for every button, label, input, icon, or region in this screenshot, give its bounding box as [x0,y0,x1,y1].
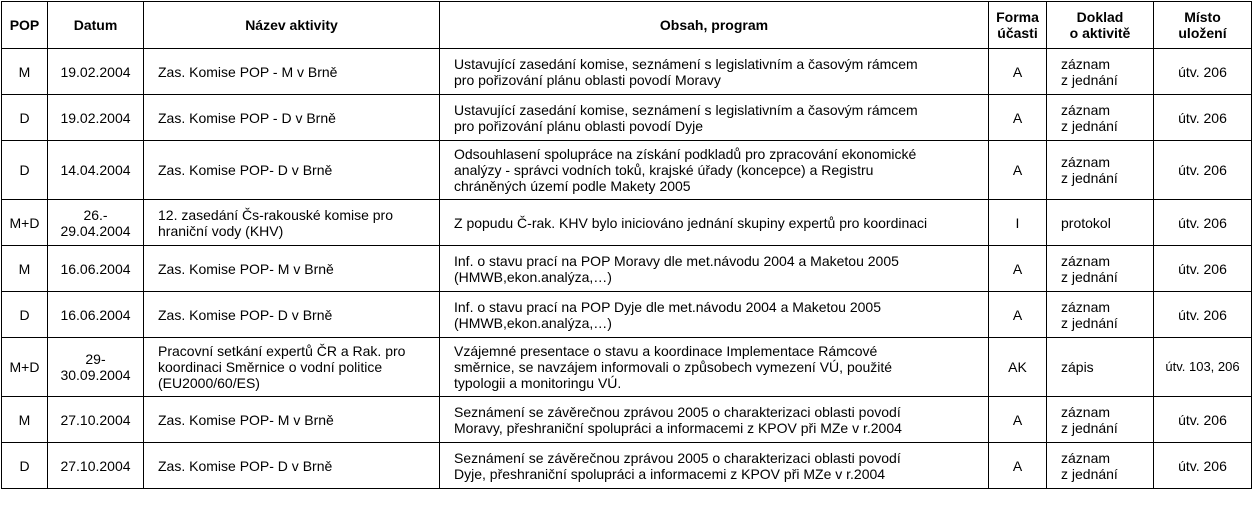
cell-obsah: Seznámení se závěrečnou zprávou 2005 o charakterizaci oblasti povodí Moravy, přeshraniční spolupráci a informacemi z KPOV při MZe v r.2004 [440,397,989,443]
cell-misto: útv. 206 [1154,443,1252,489]
cell-nazev: Zas. Komise POP- M v Brně [144,246,440,292]
cell-nazev: Zas. Komise POP - D v Brně [144,95,440,141]
cell-pop: D [2,292,48,338]
cell-nazev: 12. zasedání Čs-rakouské komise pro hraniční vody (KHV) [144,200,440,246]
cell-obsah: Inf. o stavu prací na POP Dyje dle met.návodu 2004 a Maketou 2005 (HMWB,ekon.analýza,…) [440,292,989,338]
header-datum: Datum [48,2,144,49]
cell-obsah: Vzájemné presentace o stavu a koordinace Implementace Rámcové směrnice, se navzájem informovali o způsobech vymezení VÚ, použité typologii a monitoringu VÚ. [440,338,989,397]
cell-nazev: Zas. Komise POP- D v Brně [144,443,440,489]
cell-pop: M+D [2,338,48,397]
cell-forma: A [989,292,1047,338]
cell-forma: A [989,397,1047,443]
table-row [2,49,1252,95]
cell-datum: 29- 30.09.2004 [48,338,144,397]
cell-nazev: Zas. Komise POP - M v Brně [144,49,440,95]
cell-doklad: záznam z jednání [1047,246,1154,292]
cell-misto: útv. 206 [1154,246,1252,292]
cell-forma: I [989,200,1047,246]
cell-doklad: záznam z jednání [1047,443,1154,489]
cell-datum: 26.- 29.04.2004 [48,200,144,246]
cell-datum: 27.10.2004 [48,397,144,443]
cell-nazev: Pracovní setkání expertů ČR a Rak. pro koordinaci Směrnice o vodní politice (EU2000/60/ES) [144,338,440,397]
cell-datum: 19.02.2004 [48,95,144,141]
cell-misto: útv. 206 [1154,292,1252,338]
cell-misto: útv. 206 [1154,200,1252,246]
cell-datum: 14.04.2004 [48,141,144,200]
cell-misto: útv. 103, 206 [1154,338,1252,397]
cell-forma: A [989,443,1047,489]
cell-obsah: Ustavující zasedání komise, seznámení s legislativním a časovým rámcem pro pořizování plánu oblasti povodí Moravy [440,49,989,95]
cell-pop: M [2,397,48,443]
cell-forma: A [989,246,1047,292]
cell-datum: 27.10.2004 [48,443,144,489]
cell-misto: útv. 206 [1154,95,1252,141]
cell-datum: 16.06.2004 [48,292,144,338]
table-row [2,200,1252,246]
table-row [2,397,1252,443]
cell-pop: M [2,49,48,95]
cell-nazev: Zas. Komise POP- D v Brně [144,141,440,200]
table-row [2,95,1252,141]
cell-forma: AK [989,338,1047,397]
cell-misto: útv. 206 [1154,397,1252,443]
cell-doklad: záznam z jednání [1047,95,1154,141]
table-row [2,443,1252,489]
cell-doklad: záznam z jednání [1047,397,1154,443]
cell-forma: A [989,49,1047,95]
cell-doklad: záznam z jednání [1047,49,1154,95]
cell-pop: D [2,443,48,489]
table-row [2,246,1252,292]
cell-doklad: záznam z jednání [1047,141,1154,200]
cell-misto: útv. 206 [1154,141,1252,200]
header-doklad: Doklad o aktivitě [1047,2,1154,49]
cell-obsah: Odsouhlasení spolupráce na získání podkladů pro zpracování ekonomické analýzy - správci vodních toků, krajské úřady (koncepce) a Registru chráněných území podle Makety 2005 [440,141,989,200]
table-row [2,338,1252,397]
activity-table [1,1,1252,489]
cell-obsah: Seznámení se závěrečnou zprávou 2005 o charakterizaci oblasti povodí Dyje, přeshraniční spolupráci a informacemi z KPOV při MZe v r.2004 [440,443,989,489]
cell-pop: D [2,141,48,200]
header-row [2,2,1252,49]
cell-pop: M [2,246,48,292]
cell-forma: A [989,141,1047,200]
cell-nazev: Zas. Komise POP- D v Brně [144,292,440,338]
cell-nazev: Zas. Komise POP- M v Brně [144,397,440,443]
cell-pop: D [2,95,48,141]
header-pop: POP [2,2,48,49]
table-row [2,292,1252,338]
cell-doklad: protokol [1047,200,1154,246]
cell-pop: M+D [2,200,48,246]
header-misto: Místo uložení [1154,2,1252,49]
cell-forma: A [989,95,1047,141]
header-forma: Forma účasti [989,2,1047,49]
header-nazev: Název aktivity [144,2,440,49]
cell-obsah: Ustavující zasedání komise, seznámení s legislativním a časovým rámcem pro pořizování plánu oblasti povodí Dyje [440,95,989,141]
cell-obsah: Inf. o stavu prací na POP Moravy dle met.návodu 2004 a Maketou 2005 (HMWB,ekon.analýza,…) [440,246,989,292]
cell-doklad: záznam z jednání [1047,292,1154,338]
cell-datum: 16.06.2004 [48,246,144,292]
cell-misto: útv. 206 [1154,49,1252,95]
cell-datum: 19.02.2004 [48,49,144,95]
cell-obsah: Z popudu Č-rak. KHV bylo iniciováno jednání skupiny expertů pro koordinaci [440,200,989,246]
table-row [2,141,1252,200]
cell-doklad: zápis [1047,338,1154,397]
header-obsah: Obsah, program [440,2,989,49]
